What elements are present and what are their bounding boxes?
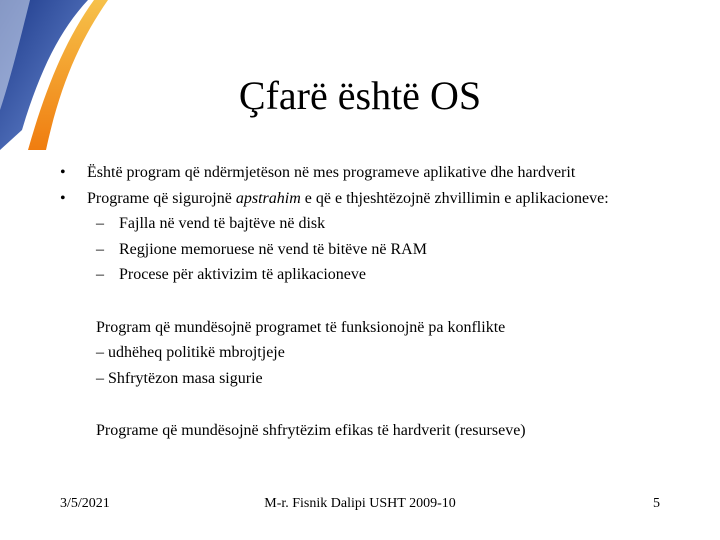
sub-item [60,211,680,237]
dash-item-text: Shfrytëzon masa sigurie [108,369,263,387]
dash-item [60,366,680,392]
sub-item-text: Procese për aktivizim të aplikacioneve [119,266,367,283]
dash-marker: – [96,240,104,258]
dash-item [60,340,680,366]
sub-item [60,237,680,263]
bullet-item [60,186,680,212]
bullet-marker: • [60,189,66,207]
bullet-text-part: Programe që sigurojnë [87,189,236,207]
bullet-text: Është program që ndërmjetëson në mes programeve aplikative dhe hardverit [87,164,576,181]
bullet-text-italic: apstrahim [235,189,301,207]
paragraph: Program që mundësojnë programet të funksionojnë pa konflikte [96,318,506,336]
sub-item-text: Regjione memoruese në vend të bitëve në RAM [119,240,427,258]
bullet-marker: • [60,164,66,181]
bullet-item [60,160,680,186]
bullet-text-part: e që e thjeshtëzojnë zhvillimin e aplikacioneve: [300,189,609,207]
dash-marker: – [96,266,104,283]
sub-item [60,262,680,288]
dash-marker: – [96,215,104,232]
page-number: 5 [653,496,660,511]
paragraph: Programe që mundësojnë shfrytëzim efikas të hardverit (resurseve) [96,422,526,439]
dash-marker: – [96,344,104,361]
footer-author: M-r. Fisnik Dalipi USHT 2009-10 [264,496,456,511]
slide-title: Çfarë është OS [238,73,482,118]
sub-item-text: Fajlla në vend të bajtëve në disk [119,215,326,232]
footer-date: 3/5/2021 [60,496,110,511]
slide-content [60,160,680,444]
dash-item-text: udhëheq politikë mbrojtjeje [108,344,285,361]
dash-marker: – [96,369,104,387]
